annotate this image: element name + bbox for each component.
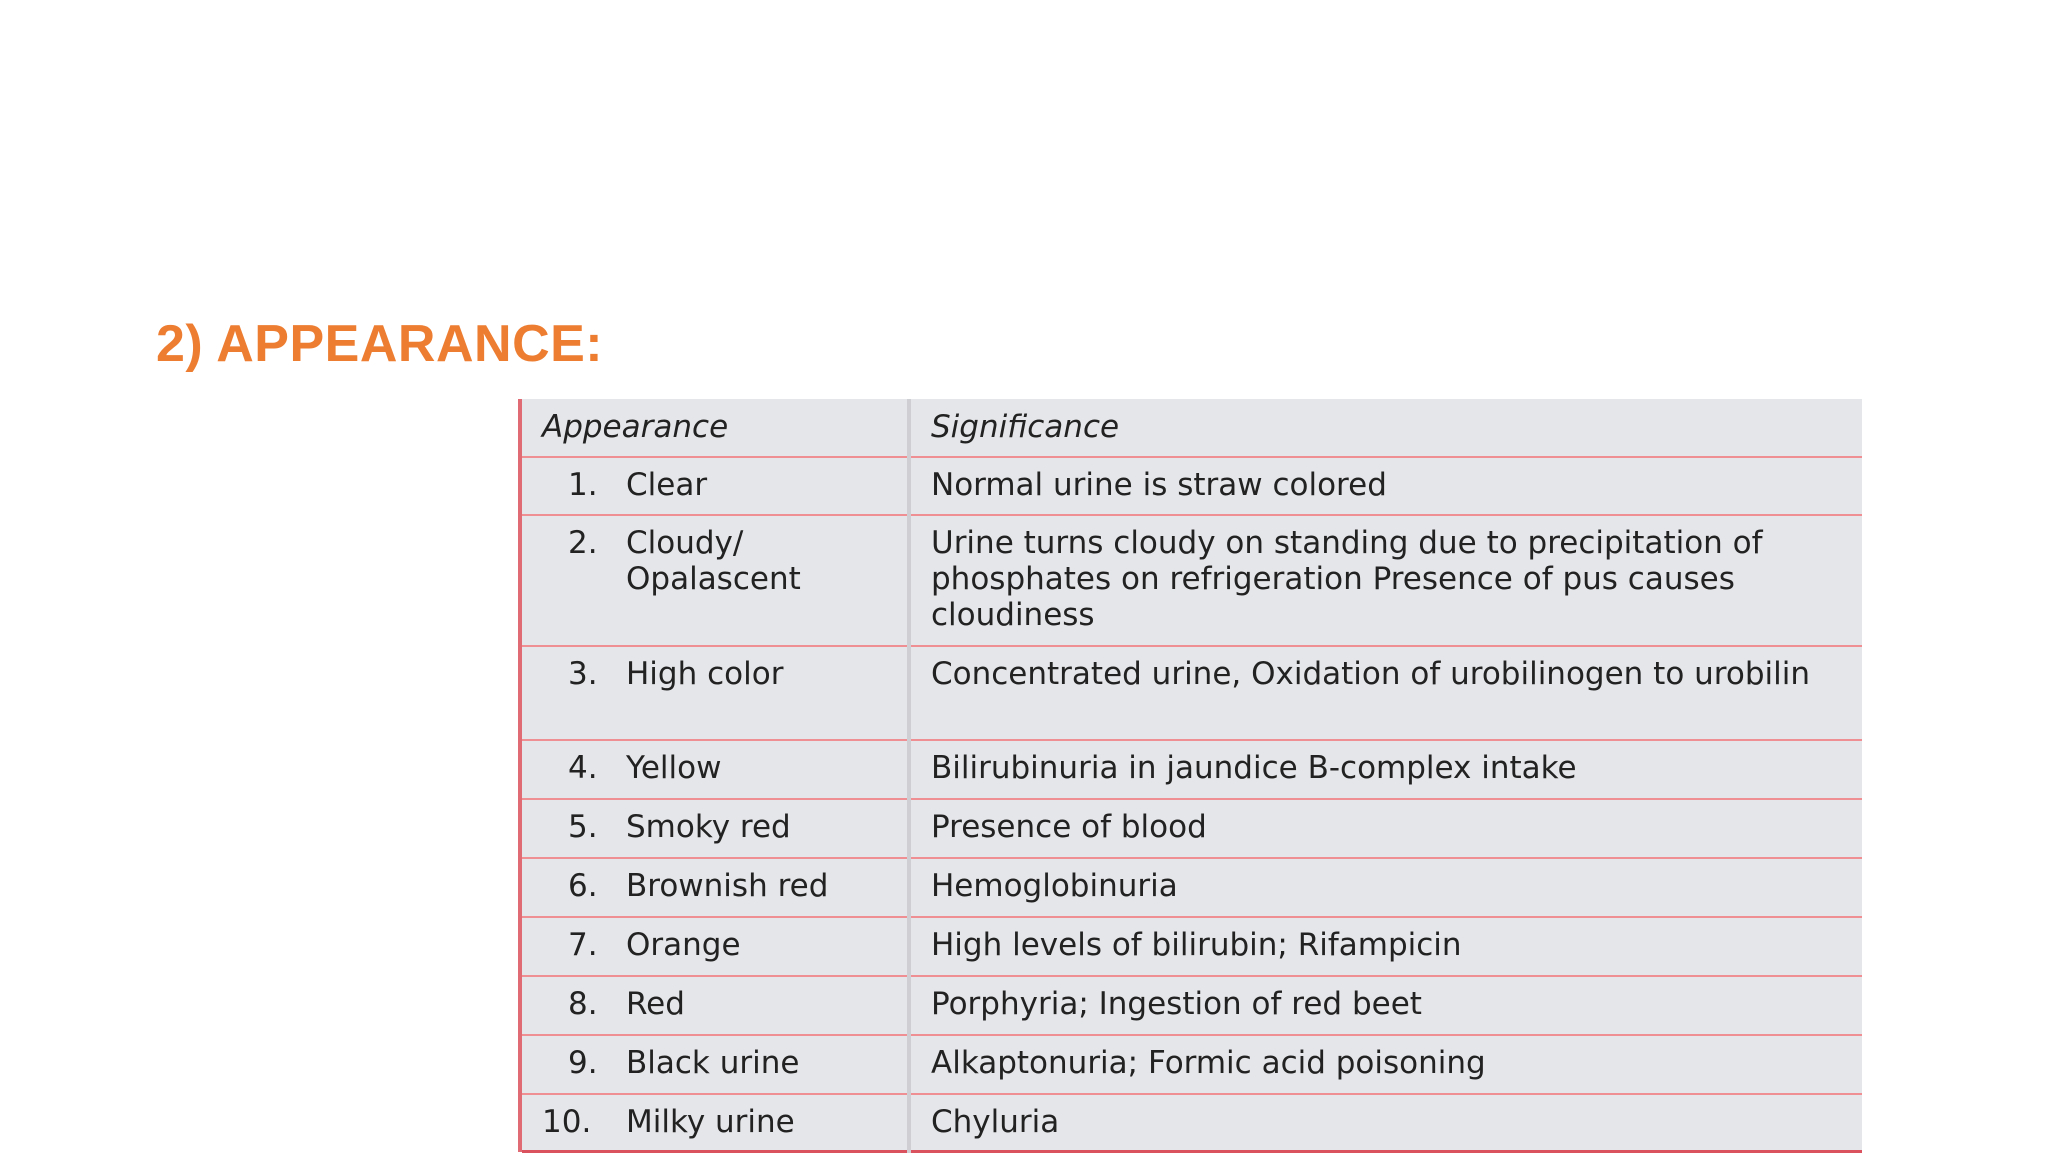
table-row [522,457,1862,515]
table-header-row [522,399,1862,457]
appearance-text: Orange [626,927,741,963]
table-row [522,858,1862,917]
significance-cell: Presence of blood [909,799,1862,858]
table-row [522,976,1862,1035]
appearance-text: Brownish red [626,868,829,904]
appearance-cell [522,1035,909,1094]
appearance-text: Smoky red [626,809,791,845]
appearance-cell [522,515,909,646]
significance-cell: Chyluria [909,1094,1862,1151]
appearance-text: Clear [626,467,708,503]
significance-cell: Bilirubinuria in jaundice B-complex intake [909,740,1862,799]
row-number: 9. [568,1045,598,1081]
appearance-text: Milky urine [626,1104,795,1140]
appearance-cell [522,646,909,740]
header-appearance: Appearance [522,399,909,457]
slide-title: 2) APPEARANCE: [156,315,604,373]
table-row [522,1035,1862,1094]
significance-cell: High levels of bilirubin; Rifampicin [909,917,1862,976]
table-row [522,917,1862,976]
appearance-cell [522,976,909,1035]
appearance-text: Cloudy/ Opalascent [626,525,801,597]
table-row [522,740,1862,799]
significance-cell: Normal urine is straw colored [909,457,1862,515]
appearance-cell [522,1094,909,1151]
significance-cell: Porphyria; Ingestion of red beet [909,976,1862,1035]
table-row [522,1094,1862,1151]
table-row [522,799,1862,858]
appearance-cell [522,740,909,799]
appearance-text: Black urine [626,1045,800,1081]
row-number: 2. [568,525,598,561]
row-number: 1. [568,467,598,503]
row-number: 10. [542,1104,592,1140]
table-row [522,646,1862,740]
appearance-cell [522,917,909,976]
significance-cell: Concentrated urine, Oxidation of urobilinogen to urobilin [909,646,1862,740]
appearance-cell [522,858,909,917]
row-number: 5. [568,809,598,845]
row-number: 6. [568,868,598,904]
table-row [522,515,1862,646]
row-number: 8. [568,986,598,1022]
appearance-text: High color [626,656,784,692]
row-number: 7. [568,927,598,963]
appearance-significance-table [522,399,1862,1153]
appearance-cell [522,457,909,515]
row-number: 3. [568,656,598,692]
significance-cell: Urine turns cloudy on standing due to precipitation of phosphates on refrigeration Presence of pus causes cloudiness [909,515,1862,646]
row-number: 4. [568,750,598,786]
appearance-text: Red [626,986,685,1022]
appearance-cell [522,799,909,858]
appearance-table [518,399,1862,1152]
appearance-text: Yellow [626,750,722,786]
header-significance: Significance [909,399,1862,457]
significance-cell: Hemoglobinuria [909,858,1862,917]
significance-cell: Alkaptonuria; Formic acid poisoning [909,1035,1862,1094]
